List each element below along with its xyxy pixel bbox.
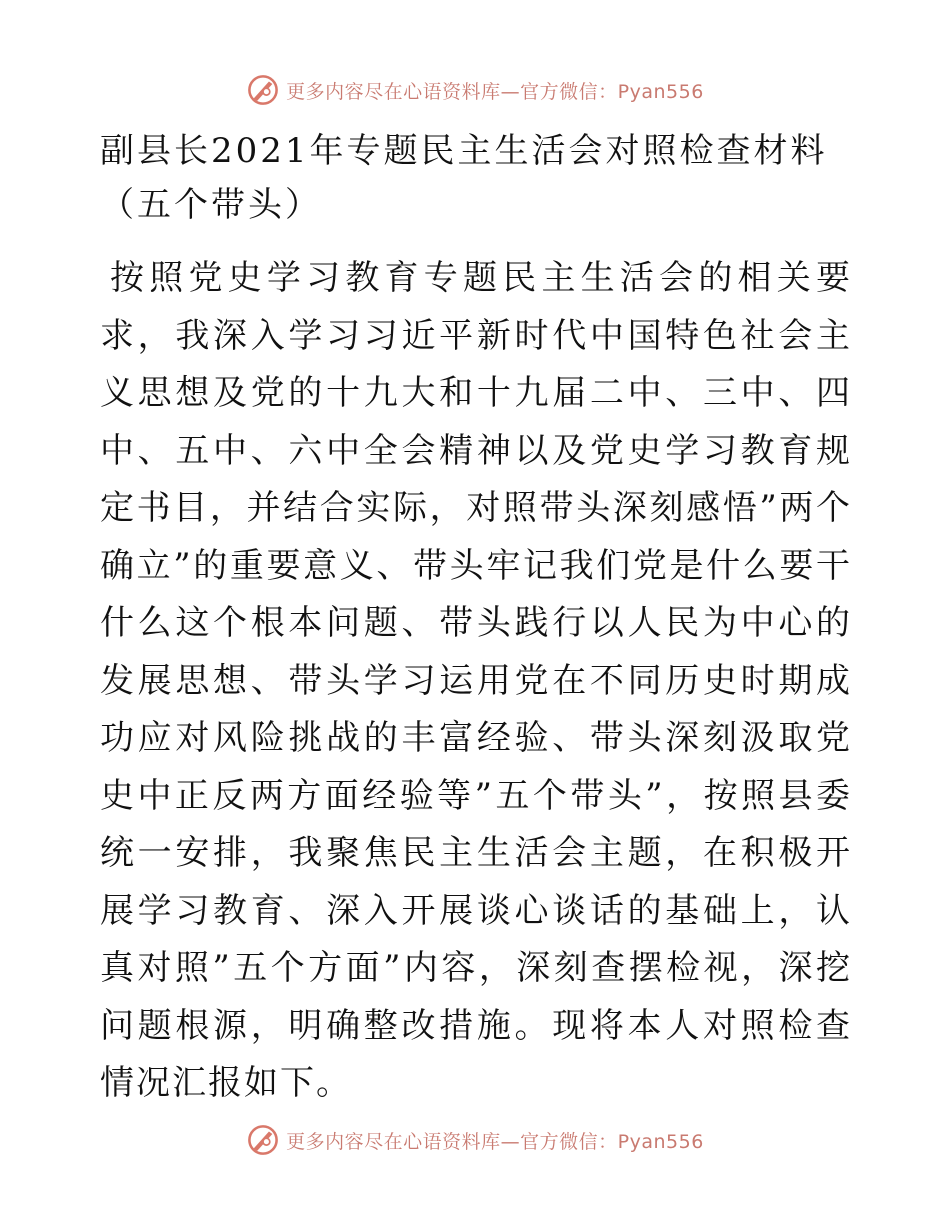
footer-banner-text: 更多内容尽在心语资料库—官方微信：Pyan556 xyxy=(286,1130,704,1153)
footer-banner xyxy=(0,1120,950,1160)
document-paragraph: 按照党史学习教育专题民主生活会的相关要求，我深入学习习近平新时代中国特色社会主义思想及党的十九大和十九届二中、三中、四中、五中、六中全会精神以及党史学习教育规定书目，并结合实际，对照带头深刻感悟”两个确立”的重要意义、带头牢记我们党是什么要干什么这个根本问题、带头践行以人民为中心的发展思想、带头学习运用党在不同历史时期成功应对风险挑战的丰富经验、带头深刻汲取党史中正反两方面经验等”五个带头”，按照县委统一安排，我聚焦民主生活会主题，在积极开展学习教育、深入开展谈心谈话的基础上，认真对照”五个方面”内容，深刻查摆检视，深挖问题根源，明确整改措施。现将本人对照检查情况汇报如下。 xyxy=(100,258,852,1103)
header-banner-text: 更多内容尽在心语资料库—官方微信：Pyan556 xyxy=(286,80,704,103)
document-title: 副县长2021年专题民主生活会对照检查材料（五个带头） xyxy=(100,131,828,225)
pen-logo-icon xyxy=(246,73,280,107)
header-banner xyxy=(0,70,950,110)
pen-logo-icon xyxy=(246,1123,280,1157)
